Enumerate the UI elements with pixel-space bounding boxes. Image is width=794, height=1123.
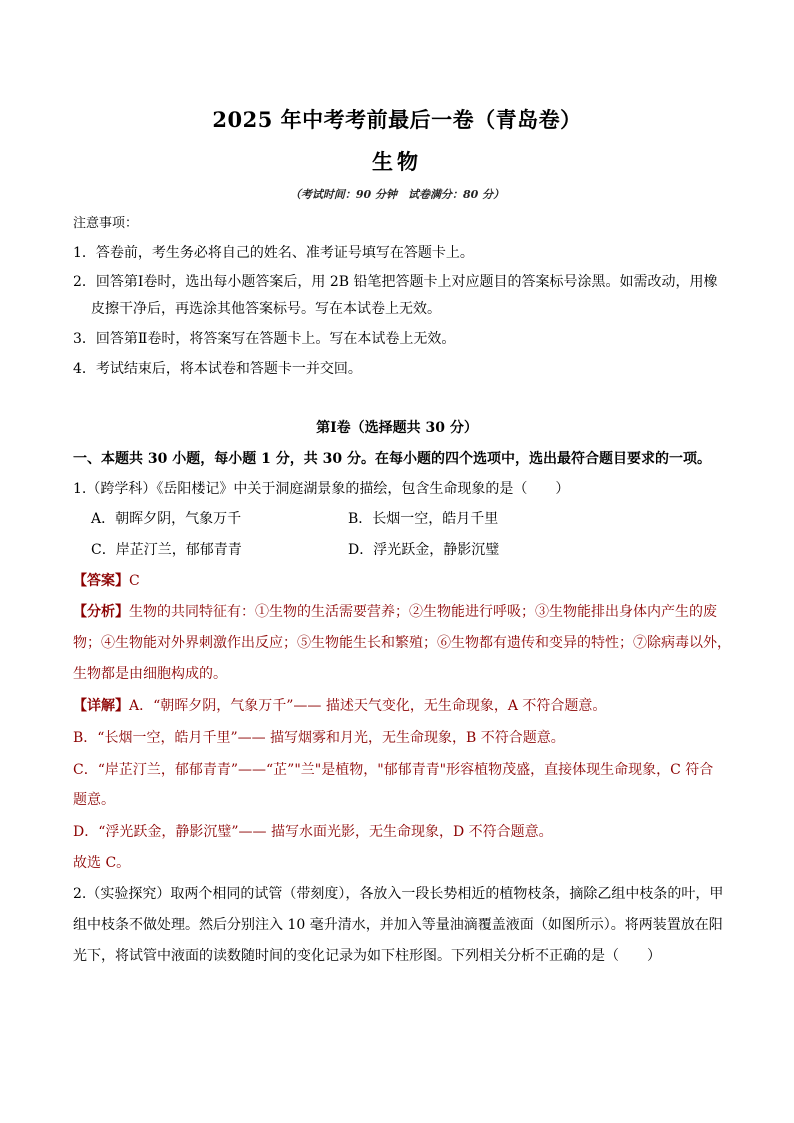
exam-title: 2025 年中考考前最后一卷（青岛卷）: [212, 107, 582, 132]
notice-item-2: 2．回答第Ⅰ卷时，选出每小题答案后，用 2B 铅笔把答题卡上对应题目的答案标号涂黑。如需改动，用橡: [73, 274, 718, 290]
q1-conclusion: 故选 C。: [73, 855, 131, 871]
exam-meta: （考试时间：90 分钟 试卷满分：80 分）: [289, 188, 505, 201]
q2-line-1: 2.（实验探究）取两个相同的试管（带刻度），各放入一段长势相近的植物枝条，摘除乙组中枝条的叶，甲: [73, 886, 724, 902]
q1-answer: [73, 571, 140, 591]
q1-stem: 1.（跨学科）《岳阳楼记》中关于洞庭湖景象的描绘，包含生命现象的是（ ）: [73, 481, 570, 497]
q1-analysis-line-1: [73, 602, 717, 622]
q1-detail-c-cont: 题意。: [73, 792, 115, 808]
q1-detail-d: D．“浮光跃金，静影沉璧”—— 描写水面光影，无生命现象，D 不符合题意。: [73, 824, 553, 840]
q1-analysis-line-2: 物；④生物能对外界刺激作出反应；⑤生物能生长和繁殖；⑥生物都有遗传和变异的特性；⑦除病毒以外，: [73, 635, 731, 651]
q1-option-a: A．朝晖夕阴，气象万千: [91, 511, 242, 527]
section-instruction: 一、本题共 30 小题，每小题 1 分，共 30 分。在每小题的四个选项中，选出最符合题目要求的一项。: [73, 451, 711, 467]
answer-tag: 【答案】: [73, 573, 129, 589]
notice-item-3: 3．回答第Ⅱ卷时，将答案写在答题卡上。写在本试卷上无效。: [73, 331, 456, 347]
q1-option-c: C．岸芷汀兰，郁郁青青: [91, 542, 242, 558]
q1-analysis-line-3: 生物都是由细胞构成的。: [73, 666, 227, 682]
notice-item-1: 1．答卷前，考生务必将自己的姓名、准考证号填写在答题卡上。: [73, 245, 474, 261]
analysis-text: 生物的共同特征有：①生物的生活需要营养；②生物能进行呼吸；③生物能排出身体内产生的废: [129, 604, 717, 620]
analysis-tag: 【分析】: [73, 604, 129, 620]
q1-detail-b: B．“长烟一空，皓月千里”—— 描写烟雾和月光，无生命现象，B 不符合题意。: [73, 730, 565, 746]
subject-title: 生物: [372, 149, 422, 174]
q1-option-b: B．长烟一空，皓月千里: [348, 511, 499, 527]
q1-option-d: D．浮光跃金，静影沉璧: [348, 542, 500, 558]
notice-item-2-cont: 皮擦干净后，再选涂其他答案标号。写在本试卷上无效。: [91, 301, 441, 317]
answer-value: C: [129, 573, 140, 589]
notice-item-4: 4．考试结束后，将本试卷和答题卡一并交回。: [73, 361, 362, 377]
q1-detail-line-1: [73, 696, 606, 716]
q2-line-3: 光下，将试管中液面的读数随时间的变化记录为如下柱形图。下列相关分析不正确的是（ ）: [73, 948, 661, 964]
notice-heading: 注意事项：: [73, 216, 139, 231]
detail-tag: 【详解】: [73, 698, 129, 714]
section-title: 第Ⅰ卷（选择题共 30 分）: [316, 420, 478, 436]
q1-detail-c: C．“岸芷汀兰，郁郁青青”——“芷”"兰"是植物，"郁郁青青"形容植物茂盛，直接体现生命现象，C 符合: [73, 762, 714, 778]
detail-text-a: A．“朝晖夕阴，气象万千”—— 描述天气变化，无生命现象，A 不符合题意。: [129, 698, 607, 714]
q2-line-2: 组中枝条不做处理。然后分别注入 10 毫升清水，并加入等量油滴覆盖液面（如图所示）。将两装置放在阳: [73, 917, 723, 933]
